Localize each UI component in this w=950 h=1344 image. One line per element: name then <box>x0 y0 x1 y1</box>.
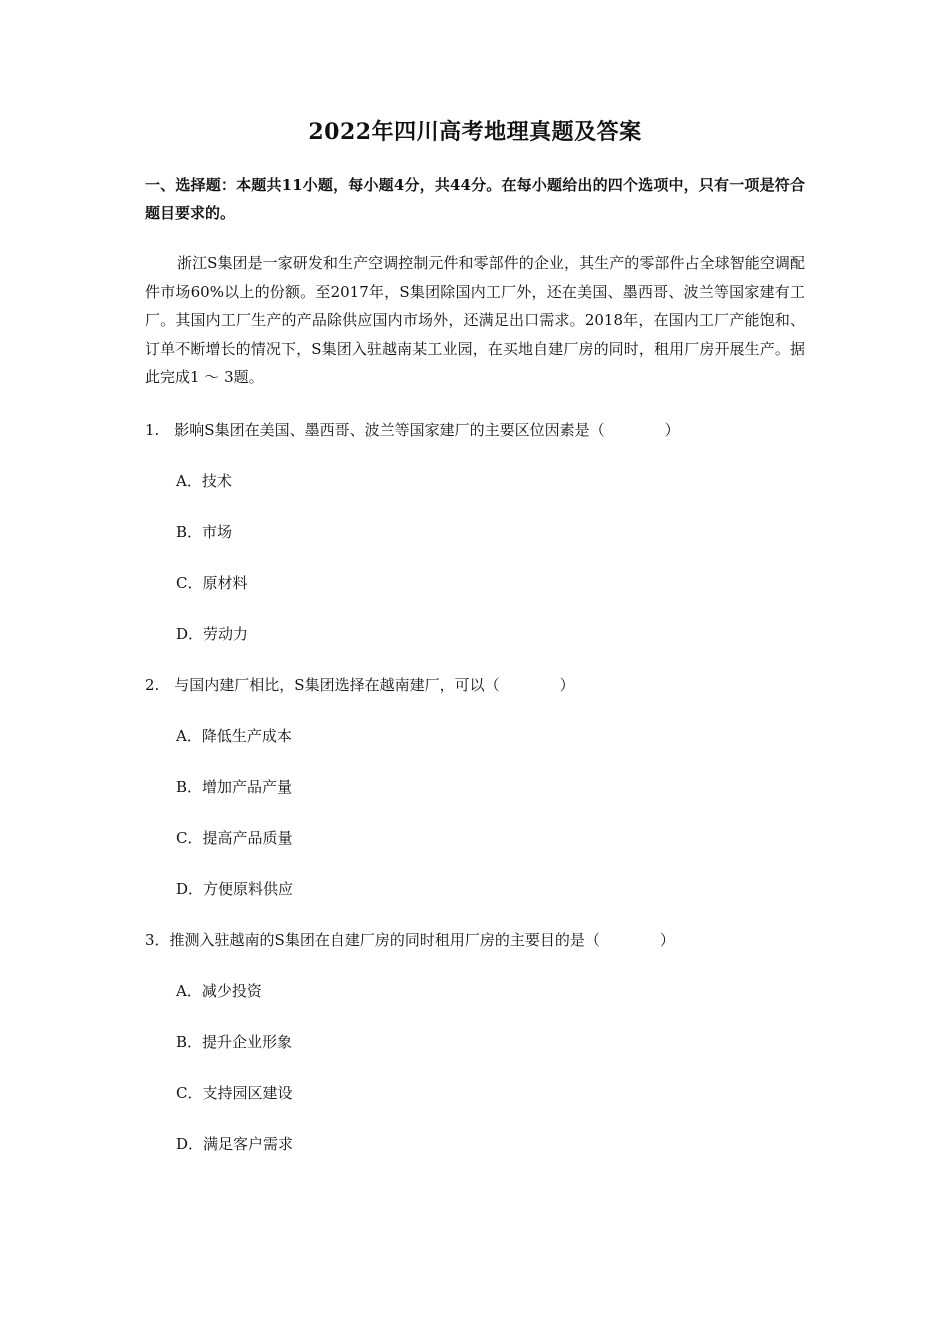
question-1-stem: 1. 影响S集团在美国、墨西哥、波兰等国家建厂的主要区位因素是（ ） <box>145 421 680 439</box>
question-2-option-b: B．增加产品产量 <box>176 778 293 796</box>
section-instruction: 一、选择题：本题共11小题，每小题4分，共44分。在每小题给出的四个选项中，只有一项是符合题目要求的。 <box>145 176 805 222</box>
question-3-option-c: C．支持园区建设 <box>176 1084 293 1102</box>
question-2-stem: 2. 与国内建厂相比，S集团选择在越南建厂，可以（ ） <box>145 676 575 694</box>
question-1-option-d: D．劳动力 <box>176 625 249 643</box>
question-3-option-a: A．减少投资 <box>176 982 262 1000</box>
question-1-option-a: A．技术 <box>176 472 232 490</box>
question-1-option-c: C．原材料 <box>176 574 248 592</box>
question-3-option-b: B．提升企业形象 <box>176 1033 293 1051</box>
document-title: 2022年四川高考地理真题及答案 <box>308 119 642 145</box>
question-3-option-d: D．满足客户需求 <box>176 1135 294 1153</box>
question-2-option-a: A．降低生产成本 <box>176 727 292 745</box>
question-3-stem: 3．推测入驻越南的S集团在自建厂房的同时租用厂房的主要目的是（ ） <box>145 931 675 949</box>
reading-passage: 浙江S集团是一家研发和生产空调控制元件和零部件的企业，其生产的零部件占全球智能空调配件市场60%以上的份额。至2017年，S集团除国内工厂外，还在美国、墨西哥、波兰等国家建有工厂。其国内工厂生产的产品除供应国内市场外，还满足出口需求。2018年，在国内工厂产能饱和、订单不断增长的情况下，S集团入驻越南某工业园，在买地自建厂房的同时，租用厂房开展生产。据此完成1 ～ 3题。 <box>145 254 805 387</box>
question-1-option-b: B．市场 <box>176 523 233 541</box>
question-2-option-d: D．方便原料供应 <box>176 880 294 898</box>
question-2-option-c: C．提高产品质量 <box>176 829 293 847</box>
